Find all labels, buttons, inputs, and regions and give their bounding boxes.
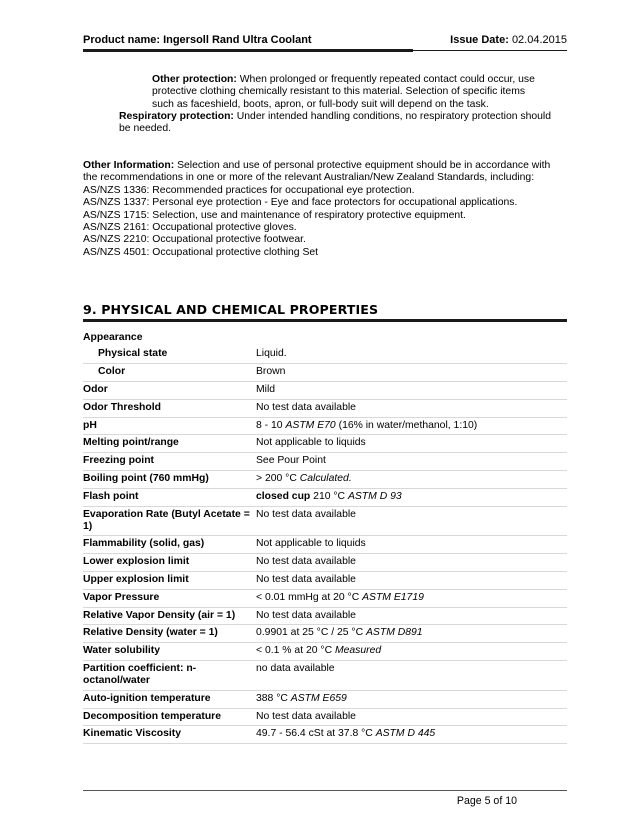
product-name: Product name: Ingersoll Rand Ultra Coolant [83,34,312,46]
page-number: Page 5 of 10 [456,795,517,807]
table-row: Appearance [83,332,143,343]
table-row: Lower explosion limit No test data available [83,554,567,572]
table-row: Kinematic Viscosity 49.7 - 56.4 cSt at 37.8 °C ASTM D 445 [83,726,567,744]
table-row: Flammability (solid, gas) Not applicable to liquids [83,536,567,554]
table-row: Evaporation Rate (Butyl Acetate = 1) No test data available [83,507,567,537]
table-row: Color Brown [83,364,567,382]
table-row: Flash point closed cup 210 °C ASTM D 93 [83,489,567,507]
other-protection: Other protection: When prolonged or frequently repeated contact could occur, use protective clothing chemically resistant to this material. Selection of specific items such as faceshield, boots, apron, or full-body suit will depend on the task. [152,74,535,110]
issue-date: Issue Date: 02.04.2015 [450,34,567,46]
section-9-title: 9. PHYSICAL AND CHEMICAL PROPERTIES [83,304,567,322]
table-row: Freezing point See Pour Point [83,453,567,471]
page-header [83,34,567,46]
header-rule-thin [413,50,567,51]
table-row: Melting point/range Not applicable to liquids [83,435,567,453]
table-row: Boiling point (760 mmHg) > 200 °C Calculated. [83,471,567,489]
table-row: Decomposition temperature No test data available [83,709,567,727]
respiratory-protection: Respiratory protection: Under intended handling conditions, no respiratory protection should be needed. [119,111,552,135]
properties-table [83,330,567,744]
table-row: Odor Threshold No test data available [83,400,567,418]
table-row: Auto-ignition temperature 388 °C ASTM E659 [83,691,567,709]
page-footer [83,790,567,807]
table-row: pH 8 - 10 ASTM E70 (16% in water/methanol, 1:10) [83,418,567,436]
table-row: Relative Vapor Density (air = 1) No test data available [83,608,567,626]
table-row: Partition coefficient: n-octanol/water no data available [83,661,567,691]
table-row: Odor Mild [83,382,567,400]
table-row: Relative Density (water = 1) 0.9901 at 25 °C / 25 °C ASTM D891 [83,625,567,643]
table-row: Water solubility < 0.1 % at 20 °C Measured [83,643,567,661]
table-row: Physical state Liquid. [83,346,567,364]
other-information: Other Information: Selection and use of personal protective equipment should be in accordance with the recommendations in one or more of the relevant Australian/New Zealand Standards, including: AS/NZS 1336: Recommended practices for occupational eye protection. AS/NZS 1337: Personal eye protection - Eye and face protectors for occupational applications. AS/NZS 1715: Selection, use and maintenance of respiratory protective equipment. AS/NZS 2161: Occupational protective gloves. AS/NZS 2210: Occupational protective footwear. AS/NZS 4501: Occupational protective clothing Set [83,160,551,258]
table-row: Vapor Pressure < 0.01 mmHg at 20 °C ASTM E1719 [83,590,567,608]
header-rule-thick [83,49,413,52]
table-row: Upper explosion limit No test data available [83,572,567,590]
